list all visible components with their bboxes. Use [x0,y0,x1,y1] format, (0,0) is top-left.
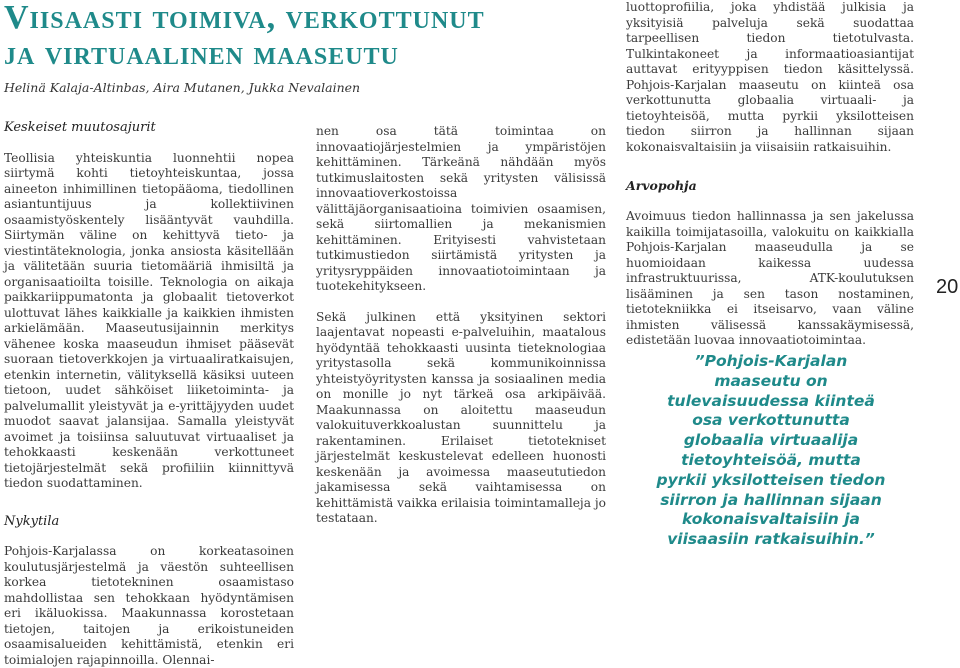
paragraph-col2-1: nen osa tätä toimintaa on innovaatiojärjestelmien ja ympäristöjen kehittäminen. Tärkeänä nähdään myös tutkimuslaitosten sekä yritysten välisissä innovaatioverkostoissa välittäjäorganisaatioina toimivien osaamisen, sekä siirtomallien ja mekanismien kehittäminen. Erityisesti vahvistetaan tutkimustiedon siirtämistä yritysten ja yritysryppäiden innovaatiotoimintaan ja tuotekehitykseen. [316,124,606,293]
column-1 [4,120,294,668]
paragraph-keskeiset: Teollisia yhteiskuntia luonnehtii nopea siirtymä kohti tietoyhteiskuntaa, jossa aineeton inhimillinen tietopääoma, tiedollinen asiantuntijuus ja kollektiivinen osaamistyöskentely lisääntyvät vauhdilla. Siirtymän väline on kehittyvä tieto- ja viestintäteknologia, jonka ansiosta käsitellään ja välitetään suuria tietomääriä ihmisiltä ja organisaatioilta toisille. Teknologia on aikaja paikkariippumatonta ja globaalit tietoverkot ulottuvat lähes kaikkialle ja kaikkien ihmisten arkielämään. Maaseutusijainnin merkitys vähenee koska maaseudun ihmiset pääsevät suoraan tietoverkkojen ja virtuaaliratkaisujen, etenkin internetin, välityksellä käsiksi uuteen tietoon, uudet sähköiset liiketoiminta- ja palvelumallit yleistyvät ja e-yrittäjyyden uudet muodot saavat jalansijaa. Samalla yleistyvät avoimet ja toisiinsa saluutuvat virtuaaliset ja tehokkaasti keskenään verkottuneet tietojärjestelmät sekä profiiliin kiinnittyvä tiedon suodattaminen. [4,150,294,490]
authors: Helinä Kalaja-Altinbas, Aira Mutanen, Jukka Nevalainen [4,80,361,95]
paragraph-arvopohja: Avoimuus tiedon hallinnassa ja sen jakelussa kaikilla toimijatasoilla, valokuitu on kaikkialla Pohjois-Karjalan maaseudulla ja se huomioidaan kaikessa uudessa infrastruktuurissa, ATK-koulutuksen lisääminen ja sen tason nostaminen, tietotekniikka ei itseisarvo, vaan väline ihmisten välisessä kanssakäymisessä, edistetään luovaa innovaatiotoimintaa. [626,209,914,347]
section-heading-nykytila: Nykytila [4,513,60,529]
section-heading-keskeiset: Keskeiset muutosajurit [4,120,156,135]
paragraph-col3-1: luottoprofiilia, joka yhdistää julkisia ja yksityisiä palveluja sekä suodattaa tarpeellisen tiedon tietotulvasta. Tulkintakoneet ja informaatioasiantijat auttavat erityyppisen tiedon käsittelyssä. Pohjois-Karjalan maaseutu on kiinteä osa verkottunutta globaalia virtuaali- ja tietoyhteisöä, mutta pyrkii yksilotteisen tiedon siirron ja hallinnan sijaan kokonaisvaltaisiin ja viisaisiin ratkaisuihin. [626,0,914,154]
column-2 [316,124,606,564]
title-line-1: Viisaasti toimiva, verkottunut [4,0,485,36]
paragraph-col2-2: Sekä julkinen että yksityinen sektori laajentavat nopeasti e-palveluihin, maatalous hyödyntää tehokkaasti uusinta tieteknologiaa yritystasolla sekä kommunikoinnissa yhteistyöyritysten kanssa ja sosiaalinen media on monille jo nyt tärkeä osa arkipäivää. Maakunnassa on aloitettu maaseudun valokuituverkkoalustan suunnittelu ja rakentaminen. Erilaiset tietotekniset järjestelmät keskustelevat edelleen huonosti keskenään ja avoimessa maaseututiedon jakamisessa sekä vaihtamisessa on kehittämistä vaikka erilaisia toimintamalleja jo testataan. [316,309,606,525]
section-heading-arvopohja: Arvopohja [626,178,697,193]
column-3 [626,0,914,349]
page-number: 20 [936,276,959,298]
article-title [4,0,604,72]
paragraph-nykytila: Pohjois-Karjalassa on korkeatasoinen koulutusjärjestelmä ja väestön suhteellisen korkea tietotekninen osaamistaso mahdollistaa sen tehokkaan hyödyntämisen eri ikäluokissa. Maakunnassa korostetaan tietojen, taitojen ja erikoistuneiden osaamisalueiden kehittämistä, etenkin eri toimialojen rajapinnoilla. Olennai- [4,544,294,667]
pull-quote: ”Pohjois-Karjalan maaseutu on tulevaisuudessa kiinteä osa verkottunutta globaalia virtuaalija tietoyhteisöä, mutta pyrkii yksilotteisen tiedon siirron ja hallinnan sijaan kokonaisvaltaisiin ja viisaasiin ratkaisuihin.” [656,352,886,549]
title-line-2: ja virtuaalinen maaseutu [4,35,399,72]
